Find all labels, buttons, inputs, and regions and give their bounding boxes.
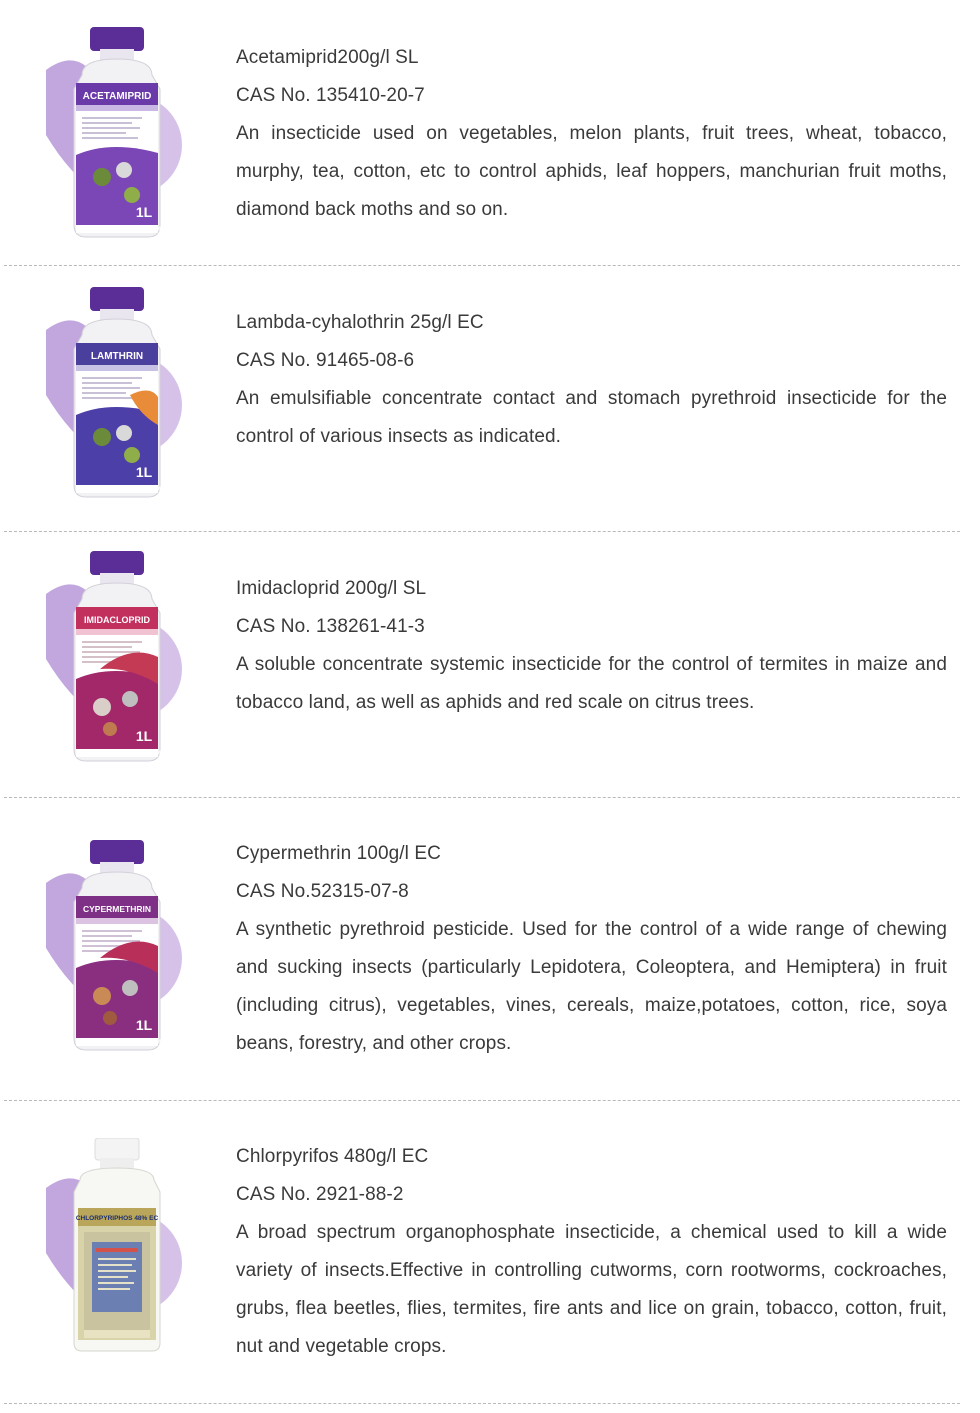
product-description: A soluble concentrate systemic insecticide for the control of termites in maize and tobacco land, as well as aphids and red scale on citrus trees.	[236, 654, 947, 713]
product-name: Acetamiprid200g/l SL	[236, 47, 419, 68]
bottle-brand-text: ACETAMIPRID	[82, 91, 152, 102]
section-divider	[4, 1100, 960, 1101]
product-details	[236, 1138, 947, 1366]
section-divider	[4, 1403, 960, 1404]
product-bottle-image	[40, 285, 190, 500]
product-description: An insecticide used on vegetables, melon plants, fruit trees, wheat, tobacco, murphy, tea, cotton, etc to control aphids, leaf hoppers, manchurian fruit moths, diamond back moths and so on.	[236, 123, 947, 220]
product-details	[236, 304, 947, 456]
bottle-type-text: INSECTICIDE	[124, 487, 164, 493]
product-description: A broad spectrum organophosphate insecticide, a chemical used to kill a wide variety of insects.Effective in controlling cutworms, corn rootworms, cockroaches, grubs, flea beetles, flies, termites, fire ants and lice on grain, tobacco, cotton, fruit, nut and vegetable crops.	[236, 1222, 947, 1357]
section-divider	[4, 265, 960, 266]
product-details	[236, 835, 947, 1063]
bottle-volume-text: 1L	[135, 1017, 153, 1033]
product-bottle-image	[40, 1138, 190, 1353]
product-details	[236, 570, 947, 722]
product-bottle-image	[40, 25, 190, 240]
section-divider	[4, 797, 960, 798]
product-cas: CAS No. 138261-41-3	[236, 616, 425, 637]
product-cas: CAS No. 2921-88-2	[236, 1184, 404, 1205]
bottle-type-text: INSECTICIDE	[124, 751, 164, 757]
product-name: Lambda-cyhalothrin 25g/l EC	[236, 312, 484, 333]
product-description: An emulsifiable concentrate contact and stomach pyrethroid insecticide for the control of various insects as indicated.	[236, 388, 947, 447]
product-cas: CAS No. 135410-20-7	[236, 85, 425, 106]
product-description: A synthetic pyrethroid pesticide. Used for the control of a wide range of chewing and sucking insects (particularly Lepidotera, Coleoptera, and Hemiptera) in fruit (including citrus), vegetables, vines, cereals, maize,potatoes, cotton, rice, soya beans, forestry, and other crops.	[236, 919, 947, 1054]
product-name: Chlorpyrifos 480g/l EC	[236, 1146, 429, 1167]
bottle-volume-text: 1L	[135, 728, 153, 744]
section-divider	[4, 531, 960, 532]
bottle-type-text: INSECTICIDE	[124, 1040, 164, 1046]
bottle-brand-text: LAMTHRIN	[90, 351, 144, 362]
product-bottle-image	[40, 838, 190, 1053]
bottle-volume-text: 1L	[135, 204, 153, 220]
product-bottle-image	[40, 549, 190, 764]
bottle-type-text: INSECTICIDE	[124, 227, 164, 233]
bottle-volume-text: 1L	[135, 464, 153, 480]
product-details	[236, 39, 947, 229]
product-name: Cypermethrin 100g/l EC	[236, 843, 441, 864]
bottle-brand-text: CYPERMETHRIN	[82, 904, 152, 914]
product-name: Imidacloprid 200g/l SL	[236, 578, 427, 599]
product-cas: CAS No.52315-07-8	[236, 881, 409, 902]
product-cas: CAS No. 91465-08-6	[236, 350, 415, 371]
bottle-brand-text: CHLORPYRIPHOS 48% EC	[75, 1215, 159, 1222]
bottle-brand-text: IMIDACLOPRID	[84, 615, 150, 625]
